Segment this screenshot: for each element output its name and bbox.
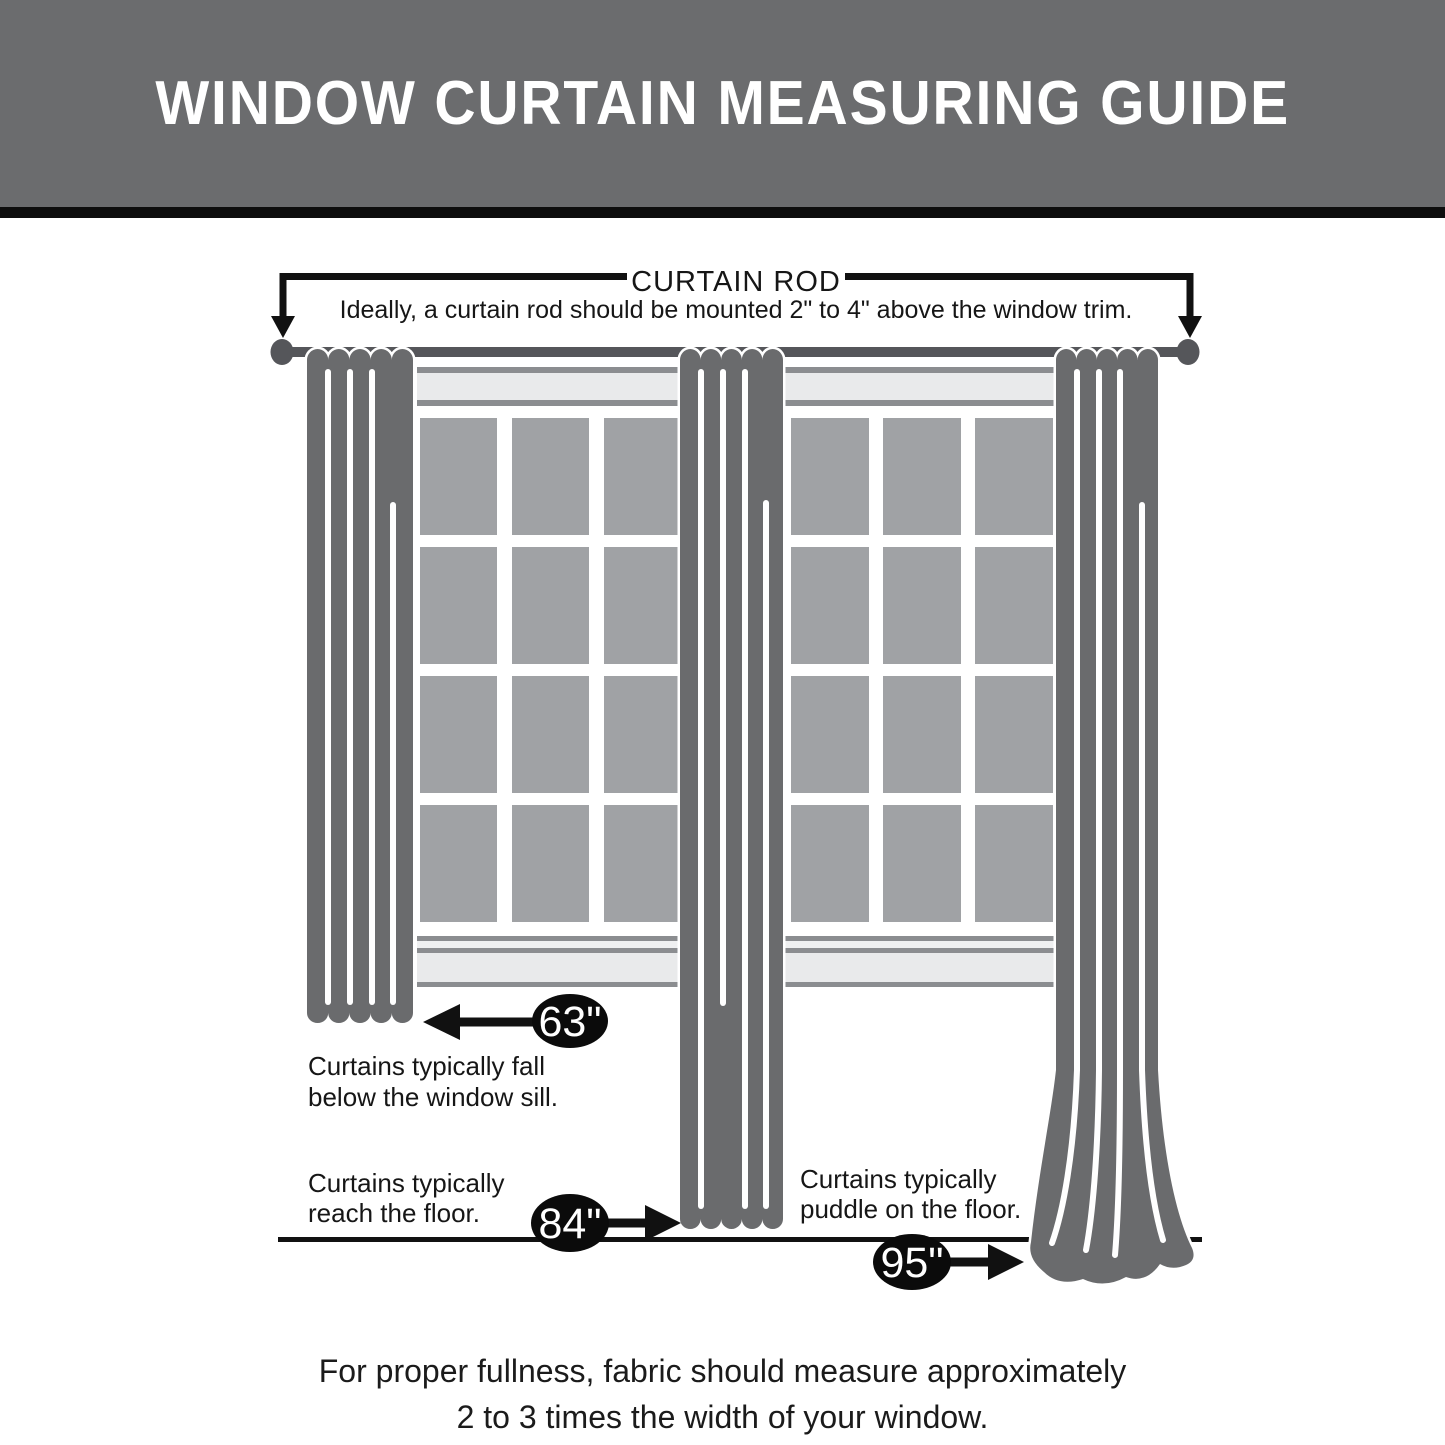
window-pane — [791, 547, 869, 664]
window-pane — [420, 805, 497, 922]
window-pane — [975, 676, 1053, 793]
arrow-right-icon — [988, 1244, 1024, 1280]
footer-line1: For proper fullness, fabric should measure approximately — [318, 1353, 1127, 1389]
window-pane — [791, 418, 869, 535]
caption-84-line1: Curtains typically — [308, 1168, 505, 1198]
window-pane — [791, 676, 869, 793]
measurement-value-95: 95" — [880, 1239, 944, 1287]
arrow-right-icon — [645, 1205, 681, 1241]
window-pane — [512, 418, 589, 535]
caption-95-line1: Curtains typically — [800, 1164, 997, 1194]
rod-note: Ideally, a curtain rod should be mounted 2" to 4" above the window trim. — [339, 296, 1133, 324]
measurement-value-84: 84" — [538, 1200, 602, 1248]
window-pane — [512, 805, 589, 922]
caption-84-line2: reach the floor. — [308, 1198, 480, 1228]
page-title: WINDOW CURTAIN MEASURING GUIDE — [155, 69, 1290, 138]
window-pane — [512, 676, 589, 793]
footer-note — [0, 1348, 1445, 1440]
rod-finial-right — [1177, 339, 1200, 365]
caption-63-line1: Curtains typically fall — [308, 1051, 545, 1081]
rod-finial-left — [271, 339, 294, 365]
arrow-down-left-icon — [271, 316, 295, 338]
measurement-95 — [800, 1164, 1024, 1290]
window-pane — [883, 418, 961, 535]
caption-95-line2: puddle on the floor. — [800, 1194, 1022, 1224]
window-pane — [420, 418, 497, 535]
caption-63-line2: below the window sill. — [308, 1082, 559, 1112]
window-pane — [883, 676, 961, 793]
window-pane — [420, 676, 497, 793]
window-pane — [975, 805, 1053, 922]
window-pane — [604, 805, 683, 922]
window-pane — [604, 547, 683, 664]
arrow-down-right-icon — [1178, 316, 1202, 338]
arrow-left-icon — [423, 1004, 460, 1040]
window-pane — [604, 418, 683, 535]
window-section-left — [420, 418, 683, 922]
measurement-value-63: 63" — [538, 998, 602, 1046]
window-section-right — [791, 418, 1053, 922]
window-pane — [975, 547, 1053, 664]
curtain-sill-length — [307, 349, 413, 1023]
window-pane — [883, 805, 961, 922]
rod-label: CURTAIN ROD — [631, 266, 841, 298]
window-pane — [420, 547, 497, 664]
curtain-puddle-length — [1030, 349, 1193, 1284]
window-pane — [883, 547, 961, 664]
window-pane — [791, 805, 869, 922]
footer-line2: 2 to 3 times the width of your window. — [456, 1399, 989, 1435]
window-pane — [975, 418, 1053, 535]
window-pane — [604, 676, 683, 793]
window-pane — [512, 547, 589, 664]
